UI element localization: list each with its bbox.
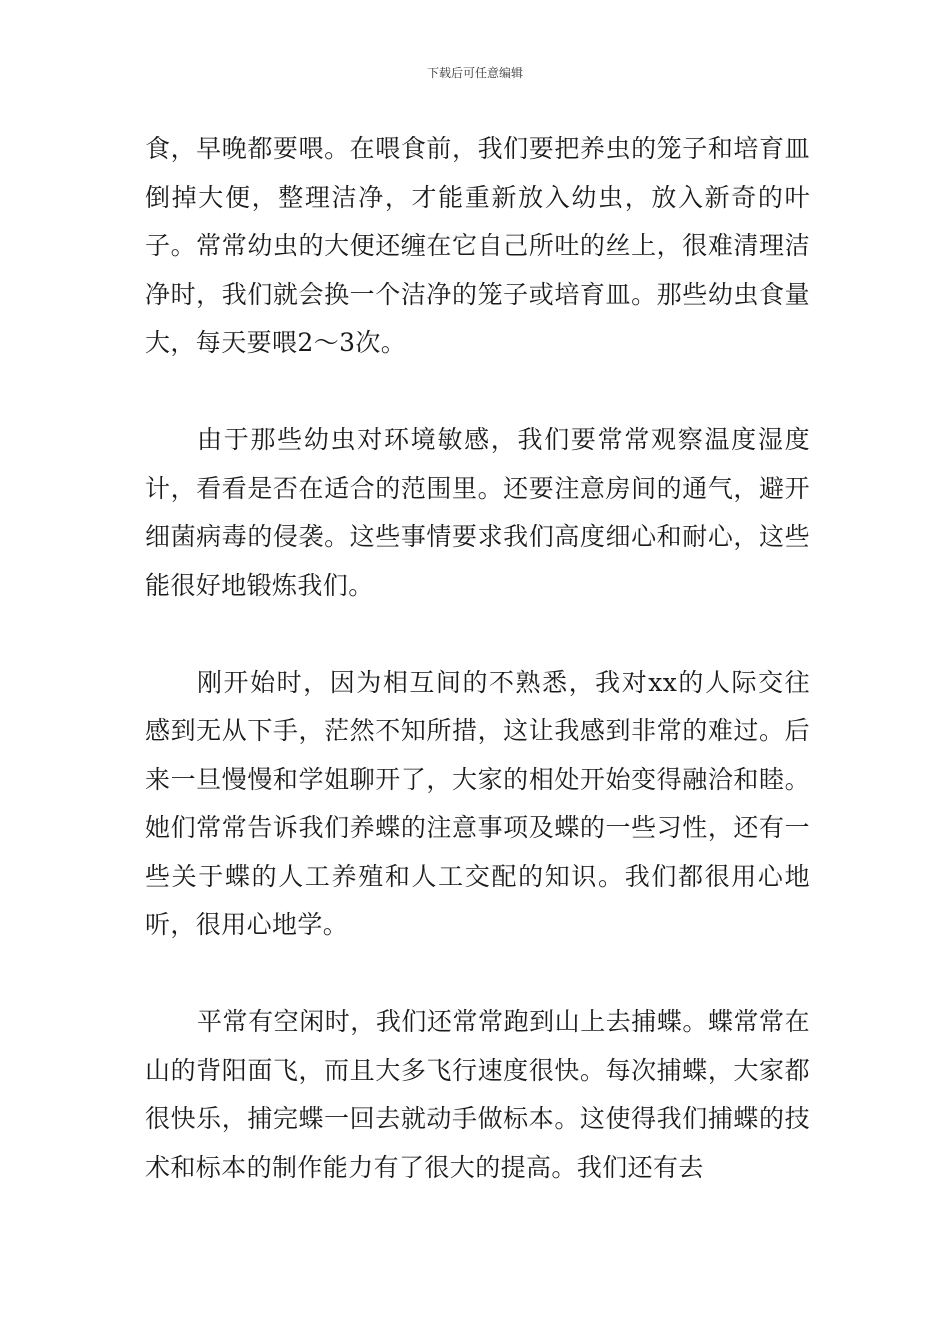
paragraph-spacer (145, 950, 810, 999)
paragraph-relationships: 刚开始时，因为相互间的不熟悉，我对xx的人际交往感到无从下手，茫然不知所措，这让我感到非常的难过。后来一旦慢慢和学姐聊开了，大家的相处开始变得融洽和睦。她们常常告诉我们养蝶的注意事项及蝶的一些习性，还有一些关于蝶的人工养殖和人工交配的知识。我们都很用心地听，很用心地学。 (145, 667, 810, 939)
document-body (145, 125, 810, 1192)
page-header-note: 下载后可任意编辑 (426, 66, 523, 80)
paragraph-spacer (145, 368, 810, 417)
paragraph-catching: 平常有空闲时，我们还常常跑到山上去捕蝶。蝶常常在山的背阳面飞，而且大多飞行速度很快。每次捕蝶，大家都很快乐，捕完蝶一回去就动手做标本。这使得我们捕蝶的技术和标本的制作能力有了很大的提高。我们还有去 (145, 1007, 810, 1182)
paragraph-environment: 由于那些幼虫对环境敏感，我们要常常观察温度湿度计，看看是否在适合的范围里。还要注意房间的通气，避开细菌病毒的侵袭。这些事情要求我们高度细心和耐心，这些能很好地锻炼我们。 (145, 425, 810, 600)
paragraph-feeding: 食，早晚都要喂。在喂食前，我们要把养虫的笼子和培育皿倒掉大便，整理洁净，才能重新放入幼虫，放入新奇的叶子。常常幼虫的大便还缠在它自己所吐的丝上，很难清理洁净时，我们就会换一个洁净的笼子或培育皿。那些幼虫食量大，每天要喂2～3次。 (145, 134, 810, 357)
paragraph-spacer (145, 610, 810, 659)
